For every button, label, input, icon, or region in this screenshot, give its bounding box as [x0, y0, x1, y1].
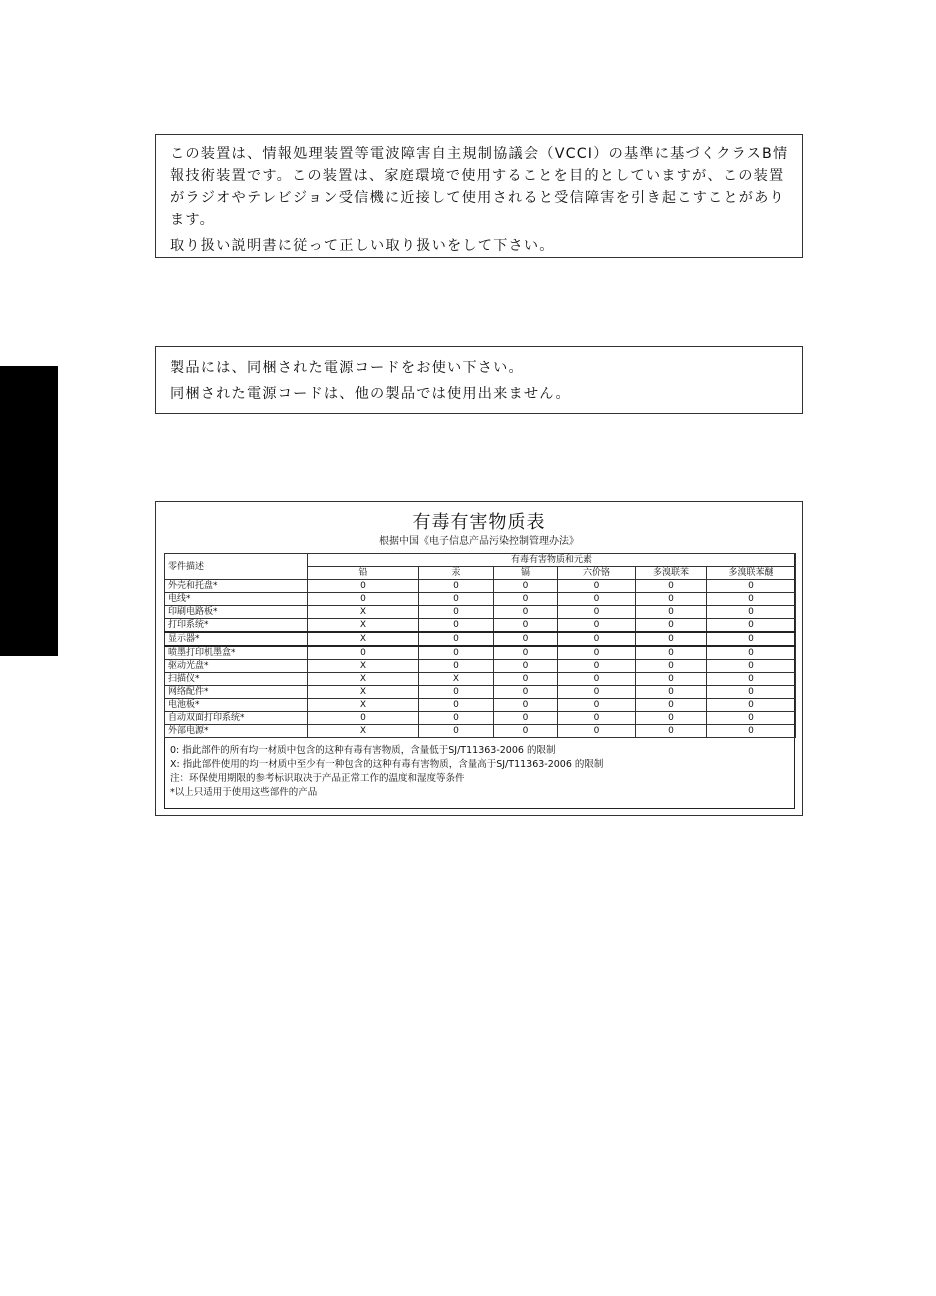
substance-value-cell: 0 — [707, 646, 796, 660]
table-row — [165, 725, 796, 738]
substance-value-cell: 0 — [558, 580, 636, 593]
table-row — [165, 580, 796, 593]
substance-value-cell: 0 — [636, 646, 707, 660]
substance-value-cell: 0 — [558, 699, 636, 712]
substance-column-header: 镉 — [494, 567, 558, 580]
substance-value-cell: 0 — [558, 646, 636, 660]
substance-value-cell: 0 — [494, 619, 558, 633]
rohs-note-line: X: 指此部件使用的均一材质中至少有一种包含的这种有毒有害物质，含量高于SJ/T11363-2006 的限制 — [170, 759, 604, 770]
substance-value-cell: 0 — [494, 712, 558, 725]
side-tab-marker — [0, 366, 58, 656]
substance-value-cell: 0 — [419, 593, 494, 606]
substance-value-cell: 0 — [494, 673, 558, 686]
rohs-note-line: 0: 指此部件的所有均一材质中包含的这种有毒有害物质，含量低于SJ/T11363-2006 的限制 — [170, 745, 556, 756]
substance-value-cell: 0 — [494, 646, 558, 660]
part-name-cell: 自动双面打印系统* — [165, 712, 308, 725]
substance-value-cell: 0 — [558, 593, 636, 606]
rohs-title: 有毒有害物质表 — [412, 512, 546, 533]
part-name-cell: 显示器* — [165, 632, 308, 646]
substance-value-cell: 0 — [494, 580, 558, 593]
part-name-cell: 扫描仪* — [165, 673, 308, 686]
substance-value-cell: 0 — [558, 632, 636, 646]
table-row — [165, 606, 796, 619]
substance-value-cell: 0 — [419, 632, 494, 646]
substance-value-cell: 0 — [707, 632, 796, 646]
vcci-notice-box — [155, 134, 803, 258]
substance-value-cell: X — [308, 632, 419, 646]
part-description-header: 零件描述 — [165, 554, 308, 580]
part-name-cell: 外壳和托盘* — [165, 580, 308, 593]
substance-value-cell: 0 — [707, 686, 796, 699]
table-row — [165, 686, 796, 699]
substance-value-cell: 0 — [494, 632, 558, 646]
substance-value-cell: 0 — [636, 593, 707, 606]
substance-value-cell: 0 — [558, 712, 636, 725]
vcci-instruction: 取り扱い説明書に従って正しい取り扱いをして下さい。 — [170, 238, 555, 254]
substance-value-cell: 0 — [707, 673, 796, 686]
substance-value-cell: 0 — [707, 712, 796, 725]
substance-value-cell: 0 — [707, 699, 796, 712]
substance-column-header: 多溴联苯醚 — [707, 567, 796, 580]
substance-value-cell: 0 — [308, 646, 419, 660]
substance-column-header: 汞 — [419, 567, 494, 580]
substance-value-cell: 0 — [308, 712, 419, 725]
substance-value-cell: X — [308, 686, 419, 699]
substance-value-cell: 0 — [707, 593, 796, 606]
table-row — [165, 712, 796, 725]
substance-value-cell: 0 — [494, 699, 558, 712]
substance-value-cell: 0 — [558, 619, 636, 633]
table-row — [165, 699, 796, 712]
substance-value-cell: X — [308, 725, 419, 738]
part-name-cell: 外部电源* — [165, 725, 308, 738]
rohs-subtitle: 根据中国《电子信息产品污染控制管理办法》 — [379, 536, 579, 547]
substance-value-cell: 0 — [636, 686, 707, 699]
part-name-cell: 电线* — [165, 593, 308, 606]
table-row — [165, 593, 796, 606]
substance-value-cell: 0 — [419, 660, 494, 673]
substance-value-cell: 0 — [707, 660, 796, 673]
rohs-notes — [170, 744, 603, 800]
part-name-cell: 驱动光盘* — [165, 660, 308, 673]
substance-value-cell: 0 — [419, 619, 494, 633]
substance-value-cell: 0 — [308, 580, 419, 593]
substance-value-cell: 0 — [707, 606, 796, 619]
substance-value-cell: 0 — [636, 699, 707, 712]
substance-value-cell: 0 — [636, 712, 707, 725]
substance-value-cell: 0 — [558, 606, 636, 619]
substance-value-cell: X — [308, 673, 419, 686]
rohs-table-box — [155, 501, 803, 816]
substance-value-cell: 0 — [419, 712, 494, 725]
substance-value-cell: 0 — [558, 725, 636, 738]
substance-value-cell: 0 — [494, 725, 558, 738]
substance-value-cell: 0 — [636, 606, 707, 619]
table-row — [165, 619, 796, 633]
substance-value-cell: 0 — [558, 673, 636, 686]
substance-value-cell: 0 — [419, 606, 494, 619]
substance-value-cell: 0 — [707, 725, 796, 738]
part-name-cell: 喷墨打印机墨盒* — [165, 646, 308, 660]
substance-value-cell: 0 — [419, 580, 494, 593]
part-name-cell: 印刷电路板* — [165, 606, 308, 619]
substance-value-cell: 0 — [419, 699, 494, 712]
substance-value-cell: 0 — [636, 619, 707, 633]
substance-column-header: 六价铬 — [558, 567, 636, 580]
substance-value-cell: 0 — [419, 646, 494, 660]
substance-column-header: 铅 — [308, 567, 419, 580]
table-row — [165, 673, 796, 686]
substance-value-cell: 0 — [636, 580, 707, 593]
substance-value-cell: 0 — [636, 632, 707, 646]
substance-value-cell: X — [308, 660, 419, 673]
power-cord-line-2: 同梱された電源コードは、他の製品では使用出来ません。 — [170, 386, 571, 402]
substance-value-cell: 0 — [494, 660, 558, 673]
vcci-paragraph: この装置は、情報処理装置等電波障害自主規制協議会（VCCI）の基準に基づくクラスB情報技術装置です。この装置は、家庭環境で使用することを目的としていますが、この装置がラジオやテレビジョン受信機に近接して使用されると受信障害を引き起こすことがあります。 — [170, 146, 789, 228]
substance-value-cell: 0 — [636, 660, 707, 673]
substance-value-cell: X — [308, 699, 419, 712]
part-name-cell: 网络配件* — [165, 686, 308, 699]
substance-value-cell: 0 — [707, 619, 796, 633]
substance-value-cell: 0 — [419, 686, 494, 699]
substance-value-cell: 0 — [636, 725, 707, 738]
substance-value-cell: 0 — [494, 686, 558, 699]
substance-value-cell: 0 — [308, 593, 419, 606]
substance-value-cell: X — [308, 606, 419, 619]
power-cord-line-1: 製品には、同梱された電源コードをお使い下さい。 — [170, 360, 524, 376]
rohs-frame — [164, 553, 795, 809]
part-name-cell: 打印系统* — [165, 619, 308, 633]
substance-value-cell: X — [419, 673, 494, 686]
substance-column-header: 多溴联苯 — [636, 567, 707, 580]
substance-value-cell: 0 — [419, 725, 494, 738]
table-row — [165, 646, 796, 660]
table-row — [165, 660, 796, 673]
substance-value-cell: 0 — [707, 580, 796, 593]
power-cord-notice-box — [155, 346, 803, 414]
substance-value-cell: 0 — [494, 593, 558, 606]
rohs-table-body — [165, 580, 796, 738]
substance-value-cell: 0 — [558, 660, 636, 673]
substance-value-cell: 0 — [494, 606, 558, 619]
rohs-note-line: 注：环保使用期限的参考标识取决于产品正常工作的温度和湿度等条件 — [170, 773, 465, 784]
part-name-cell: 电池板* — [165, 699, 308, 712]
substance-value-cell: 0 — [636, 673, 707, 686]
substances-group-header: 有毒有害物质和元素 — [308, 554, 796, 567]
substance-value-cell: 0 — [558, 686, 636, 699]
rohs-note-line: *以上只适用于使用这些部件的产品 — [170, 787, 318, 798]
substance-value-cell: X — [308, 619, 419, 633]
hazardous-substances-table — [164, 553, 796, 738]
table-row — [165, 632, 796, 646]
